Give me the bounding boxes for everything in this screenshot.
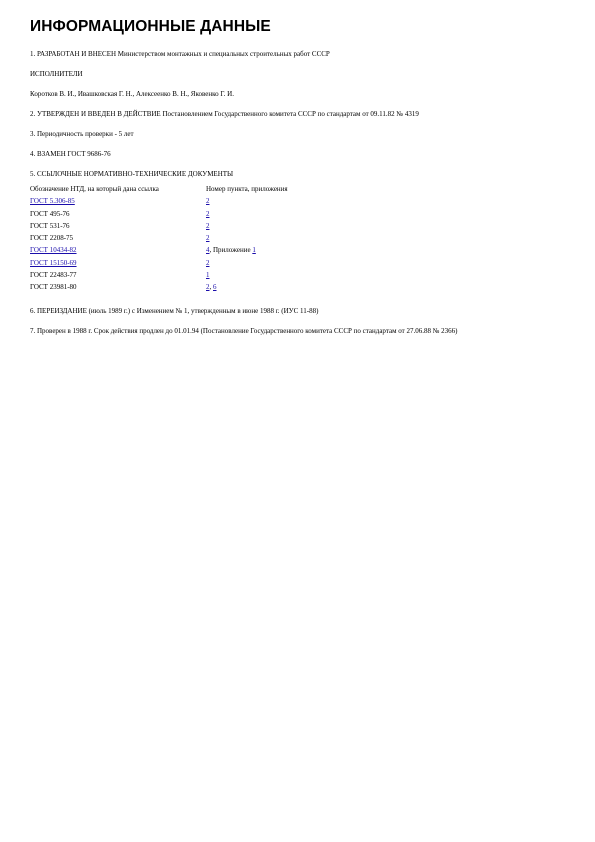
clause-link[interactable]: 2 [206, 209, 210, 218]
item-reissue: 6. ПЕРЕИЗДАНИЕ (июль 1989 г.) с Изменением № 1, утвержденным в июне 1988 г. (ИУС 11-88) [30, 306, 319, 315]
executors-list: Коротков В. И., Ивашковская Г. Н., Алексеенко В. Н., Яковенко Г. И. [30, 90, 234, 98]
clause-link[interactable]: 1 [206, 271, 210, 280]
table-row [30, 283, 288, 295]
reference-document-text: ГОСТ 22483-77 [30, 271, 77, 280]
reference-document-link[interactable]: ГОСТ 10434-82 [30, 246, 77, 255]
table-row [30, 197, 288, 209]
table-row [30, 222, 288, 234]
reference-document-cell [30, 222, 206, 234]
executors-heading: ИСПОЛНИТЕЛИ [30, 70, 83, 78]
references-table-body [30, 197, 288, 295]
reference-document-text: ГОСТ 23981-80 [30, 283, 77, 292]
table-row [30, 246, 288, 258]
table-header-row [30, 185, 288, 197]
clause-separator: , [209, 283, 213, 292]
reference-document-text: ГОСТ 495-76 [30, 209, 70, 218]
reference-document-cell [30, 234, 206, 246]
reference-document-link[interactable]: ГОСТ 15150-69 [30, 258, 77, 267]
reference-document-cell [30, 283, 206, 295]
clause-separator: , Приложение [209, 246, 253, 255]
page-title: ИНФОРМАЦИОННЫЕ ДАННЫЕ [30, 18, 271, 35]
item-periodicity: 3. Периодичность проверки - 5 лет [30, 130, 134, 138]
item-replaced: 4. ВЗАМЕН ГОСТ 9686-76 [30, 150, 111, 158]
reference-clause-cell [206, 271, 288, 283]
item-approved: 2. УТВЕРЖДЕН И ВВЕДЕН В ДЕЙСТВИЕ Постановлением Государственного комитета СССР по стандартам от 09.11.82 № 4319 [30, 110, 419, 118]
column-header-document: Обозначение НТД, на который дана ссылка [30, 185, 159, 193]
reference-clause-cell [206, 283, 288, 295]
table-row [30, 259, 288, 271]
references-heading: 5. ССЫЛОЧНЫЕ НОРМАТИВНО-ТЕХНИЧЕСКИЕ ДОКУМЕНТЫ [30, 170, 234, 178]
table-row [30, 234, 288, 246]
reference-document-cell [30, 210, 206, 222]
clause-link[interactable]: 2 [206, 258, 210, 267]
reference-document-cell [30, 271, 206, 283]
clause-link[interactable]: 1 [252, 246, 256, 255]
references-table [30, 185, 288, 296]
reference-document-text: ГОСТ 531-76 [30, 221, 70, 230]
reference-document-cell [30, 197, 206, 209]
clause-link[interactable]: 2 [206, 234, 210, 243]
clause-link[interactable]: 2 [206, 197, 210, 206]
reference-clause-cell [206, 246, 288, 258]
reference-clause-cell [206, 197, 288, 209]
clause-link[interactable]: 2 [206, 221, 210, 230]
document-page [30, 18, 570, 347]
reference-clause-cell [206, 234, 288, 246]
table-row [30, 271, 288, 283]
table-row [30, 210, 288, 222]
reference-document-text: ГОСТ 2208-75 [30, 234, 74, 243]
clause-link[interactable]: 6 [213, 283, 217, 292]
reference-document-cell [30, 259, 206, 271]
reference-clause-cell [206, 259, 288, 271]
clause-link[interactable]: 4 [206, 246, 210, 255]
item-developed: 1. РАЗРАБОТАН И ВНЕСЕН Министерством монтажных и специальных строительных работ СССР [30, 50, 330, 58]
clause-link[interactable]: 2 [206, 283, 210, 292]
reference-document-cell [30, 246, 206, 258]
column-header-clause: Номер пункта, приложения [206, 185, 288, 193]
reference-document-link[interactable]: ГОСТ 5.306-85 [30, 197, 75, 206]
reference-clause-cell [206, 210, 288, 222]
reference-clause-cell [206, 222, 288, 234]
item-checked: 7. Проверен в 1988 г. Срок действия продлен до 01.01.94 (Постановление Государственного комитета СССР по стандартам от 27.06.88 № 2366) [30, 326, 458, 335]
